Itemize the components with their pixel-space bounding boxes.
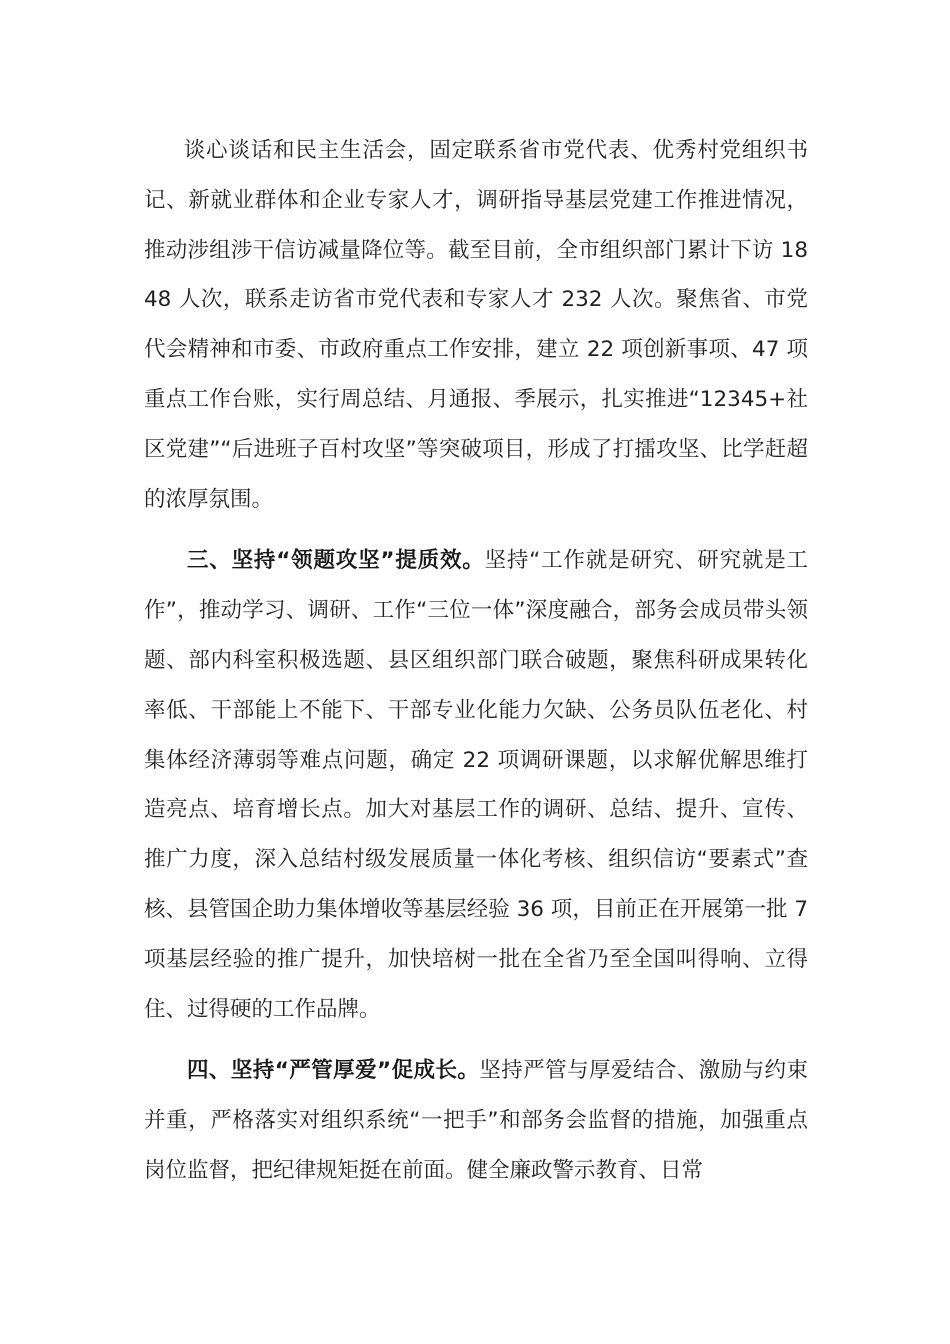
paragraph-text: 坚持“工作就是研究、研究就是工作”，推动学习、调研、工作“三位一体”深度融合，部务会成员带头领题、部内科室积极选题、县区组织部门联合破题，聚焦科研成果转化率低、干部能上不能下、干部专业化能力欠缺、公务员队伍老化、村集体经济薄弱等难点问题，确定 22 项调研课题，以求解优解思维打造亮点、培育增长点。加大对基层工作的调研、总结、提升、宣传、推广力度，深入总结村级发展质量一体化考核、组织信访“要素式”查核、县管国企助力集体增收等基层经验 36 项，目前正在开展第一批 7 项基层经验的推广提升，加快培树一批在全省乃至全国叫得响、立得住、过得硬的工作品牌。 <box>144 548 808 1022</box>
paragraph-continuation <box>144 126 808 524</box>
paragraph-text: 坚持严管与厚爱结合、激励与约束并重，严格落实对组织系统“一把手”和部务会监督的措施，加强重点岗位监督，把纪律规矩挺在前面。健全廉政警示教育、日常 <box>144 1058 808 1183</box>
document-body <box>144 126 808 1196</box>
paragraph-section-three <box>144 536 808 1034</box>
paragraph-text: 谈心谈话和民主生活会，固定联系省市党代表、优秀村党组织书记、新就业群体和企业专家人才，调研指导基层党建工作推进情况，推动涉组涉干信访减量降位等。截至目前，全市组织部门累计下访 1848 人次，联系走访省市党代表和专家人才 232 人次。聚焦省、市党代会精神和市委、市政府重点工作安排，建立 22 项创新事项、47 项重点工作台账，实行周总结、月通报、季展示，扎实推进“12345+社区党建”“后进班子百村攻坚”等突破项目，形成了打擂攻坚、比学赶超的浓厚氛围。 <box>144 138 808 512</box>
paragraph-section-four <box>144 1046 808 1195</box>
section-heading: 四、坚持“严管厚爱”促成长。 <box>187 1058 480 1084</box>
section-heading: 三、坚持“领题攻坚”提质效。 <box>187 548 485 574</box>
